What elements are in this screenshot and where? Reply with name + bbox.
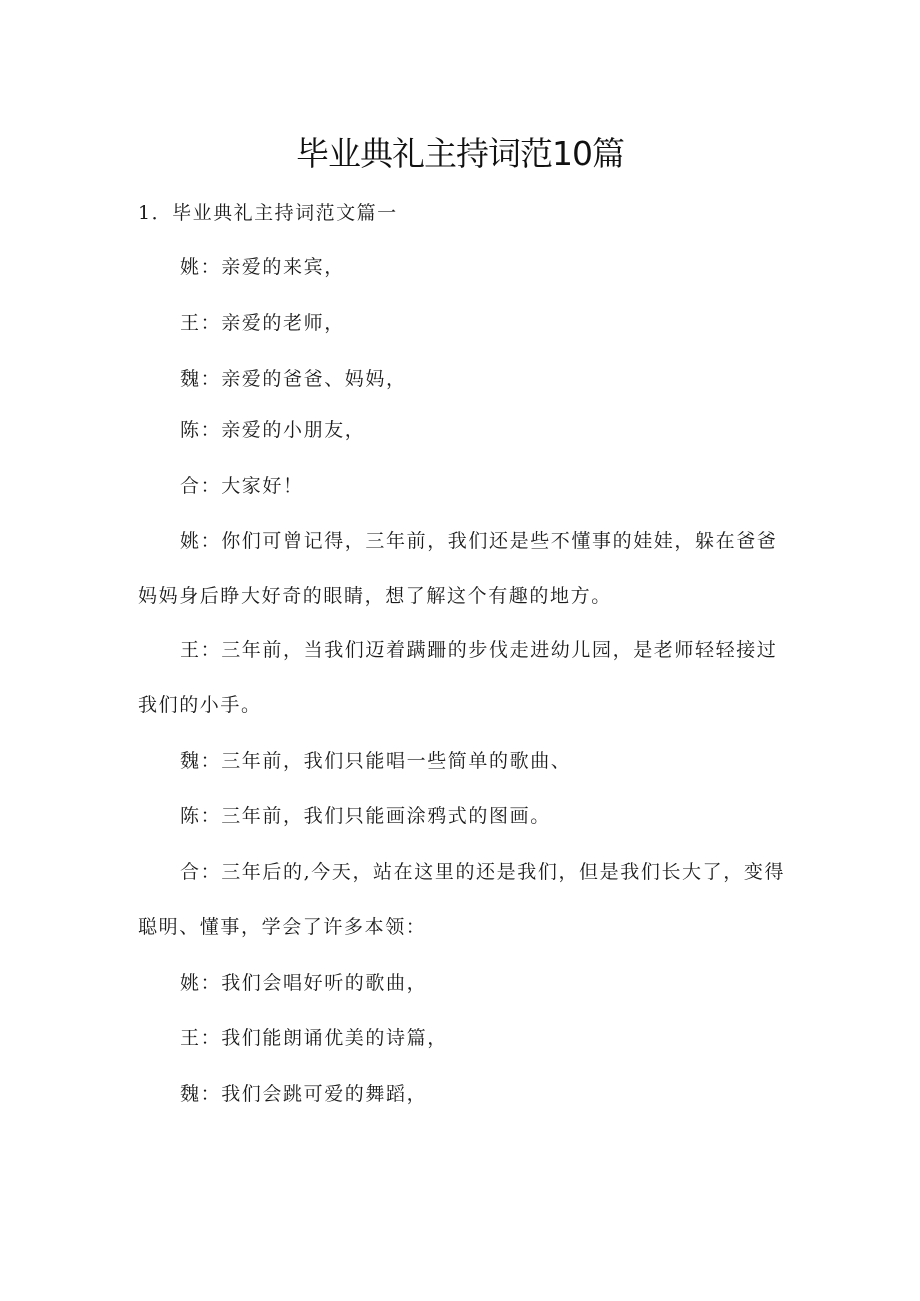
paragraph: 王：三年前，当我们迈着蹒跚的步伐走进幼儿园，是老师轻轻接过我们的小手。 xyxy=(138,639,778,716)
paragraph: 王：我们能朗诵优美的诗篇， xyxy=(180,1027,448,1049)
paragraph: 王：亲爱的老师， xyxy=(180,312,345,334)
paragraph: 魏：我们会跳可爱的舞蹈， xyxy=(180,1083,428,1105)
document-title: 毕业典礼主持词范10篇 xyxy=(296,134,624,173)
paragraph: 姚：你们可曾记得，三年前，我们还是些不懂事的娃娃，躲在爸爸妈妈身后睁大好奇的眼睛，想了解这个有趣的地方。 xyxy=(138,530,778,607)
paragraph: 姚：亲爱的来宾， xyxy=(180,256,345,278)
section-heading: 1．毕业典礼主持词范文篇一 xyxy=(138,202,398,224)
paragraph: 合：三年后的,今天，站在这里的还是我们，但是我们长大了，变得聪明、懂事，学会了许多本领： xyxy=(138,861,786,938)
paragraph: 陈：亲爱的小朋友， xyxy=(180,419,366,441)
paragraph: 合：大家好！ xyxy=(180,475,304,497)
paragraph: 陈：三年前，我们只能画涂鸦式的图画。 xyxy=(180,805,551,827)
paragraph: 魏：亲爱的爸爸、妈妈， xyxy=(180,368,407,390)
paragraph: 姚：我们会唱好听的歌曲， xyxy=(180,972,428,994)
paragraph: 魏：三年前，我们只能唱一些简单的歌曲、 xyxy=(180,750,572,772)
